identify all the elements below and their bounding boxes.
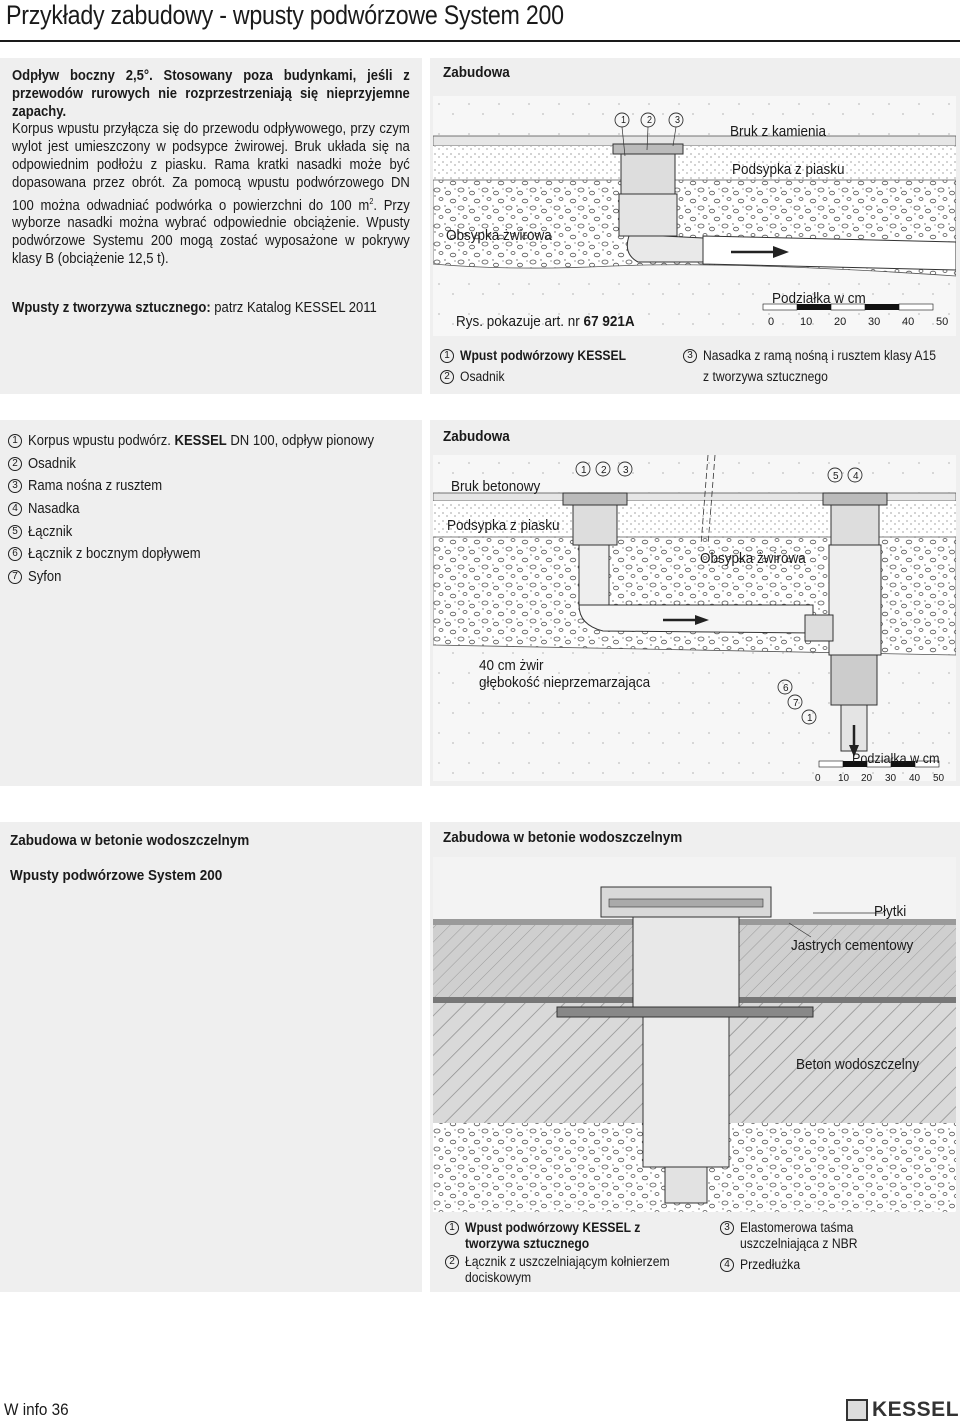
kessel-logo — [846, 1398, 959, 1422]
parts-legend-row — [8, 543, 412, 566]
num-badge: 7 — [8, 570, 22, 584]
fig2-label-sand: Podsypka z piasku — [447, 517, 560, 534]
page-number: W info 36 — [4, 1400, 69, 1419]
fig3-heading: Zabudowa w betonie wodoszczelnym — [443, 829, 683, 846]
fig3-label-screed: Jastrych cementowy — [791, 937, 914, 954]
fig1-drawing — [433, 96, 956, 336]
num-badge: 2 — [8, 457, 22, 471]
parts-legend-row — [8, 475, 412, 498]
fig1-scale-title: Podziałka w cm — [772, 290, 866, 307]
fig2-scale-title: Podziałka w cm — [852, 750, 940, 766]
fig2-callout-6: 6 — [783, 683, 789, 694]
parts-legend-text — [28, 433, 374, 449]
fig2-heading: Zabudowa — [443, 428, 510, 445]
fig2-scale-tick-0: 0 — [815, 773, 821, 784]
parts-legend-row — [8, 498, 412, 521]
fig3-legend-4-text: Przedłużka — [740, 1257, 801, 1272]
fig2-scale-tick-2: 20 — [861, 773, 873, 784]
fig2-label-paving: Bruk betonowy — [451, 478, 541, 495]
num-badge: 4 — [8, 502, 22, 516]
fig1-scale-tick-5: 50 — [936, 316, 949, 328]
fig2-callout-2: 2 — [601, 465, 607, 476]
fig3-legend-1-text: Wpust podwórzowy KESSEL z tworzywa sztucznego — [465, 1220, 641, 1251]
fig3-label-tiles: Płytki — [874, 903, 907, 920]
parts-legend-text: Łącznik z bocznym dopływem — [28, 546, 201, 563]
parts-legend-row — [8, 430, 412, 453]
fig2-callout-3: 3 — [623, 465, 629, 476]
fig1-legend-1-text: Wpust podwórzowy KESSEL — [460, 348, 627, 363]
fig1-legend-2 — [440, 369, 510, 385]
fig1-caption-prefix: Rys. pokazuje art. nr — [456, 313, 584, 330]
parts-legend-row — [8, 453, 412, 476]
fig1-heading: Zabudowa — [443, 64, 510, 81]
fig3-legend-1 — [445, 1220, 715, 1252]
fig1-callout-2: 2 — [647, 115, 653, 126]
part-text: Korpus wpustu podwórz. — [28, 433, 175, 450]
parts-legend-text: Nasadka — [28, 501, 80, 518]
num-badge: 2 — [445, 1255, 459, 1269]
fig1-legend-1 — [440, 348, 645, 364]
fig1-scale-tick-4: 40 — [902, 316, 915, 328]
parts-legend-text: Syfon — [28, 568, 62, 585]
fig2-scale-tick-4: 40 — [909, 773, 921, 784]
fig1-scale-tick-3: 30 — [868, 316, 881, 328]
concrete-heading-2: Wpusty podwórzowe System 200 — [10, 867, 223, 884]
fig1-scale-tick-0: 0 — [768, 316, 775, 328]
num-badge: 1 — [445, 1221, 459, 1235]
fig2-drawing — [433, 455, 956, 781]
num-badge: 3 — [720, 1221, 734, 1235]
fig3-legend-4 — [720, 1257, 956, 1273]
parts-legend-row — [8, 520, 412, 543]
title-rule — [0, 40, 960, 42]
parts-legend — [8, 430, 412, 588]
fig3-legend-2-text: Łącznik z uszczelniającym kołnierzem dociskowym — [465, 1254, 670, 1285]
plastic-label: Wpusty z tworzywa sztucznego: — [12, 300, 211, 316]
fig2-scale-tick-1: 10 — [838, 773, 850, 784]
fig3-legend-3-text: Elastomerowa taśma uszczelniająca z NBR — [740, 1220, 858, 1251]
intro-body-2: . Przy wyborze nasadki można wybrać odpowiednie obciążenie. Wpusty podwórzowe Systemu 200 mogą zostać wyposażone w pokrywy klasy B (obciążenie 12,5 t). — [12, 197, 410, 267]
intro-bold-lead: Odpływ boczny 2,5°. Stosowany poza budynkami, jeśli z przewodów rurowych nie rozprzestrzeniają się nieprzyjemne zapachy. — [12, 68, 410, 120]
fig1-callout-3: 3 — [675, 115, 681, 126]
plastic-text: patrz Katalog KESSEL 2011 — [210, 300, 377, 316]
fig1-scale-tick-1: 10 — [800, 316, 813, 328]
fig1-label-paving: Bruk z kamienia — [730, 123, 827, 140]
plastic-paragraph — [12, 300, 410, 318]
concrete-heading-1: Zabudowa w betonie wodoszczelnym — [10, 832, 250, 849]
fig2-label-frost-1: 40 cm żwir — [479, 657, 544, 674]
parts-legend-row — [8, 566, 412, 589]
fig3-legend-2 — [445, 1254, 715, 1286]
fig1-caption-article: 67 921A — [583, 313, 635, 330]
logo-text: KESSEL — [872, 1398, 960, 1421]
page-title: Przykłady zabudowy - wpusty podwórzowe System 200 — [6, 0, 564, 30]
fig2-label-frost-2: głębokość nieprzemarzająca — [479, 674, 651, 691]
part-brand: KESSEL — [174, 433, 227, 450]
fig1-legend-2-text: Osadnik — [460, 369, 505, 384]
num-badge: 3 — [683, 349, 697, 363]
fig2-callout-5: 5 — [833, 471, 839, 482]
fig2-callout-4: 4 — [853, 471, 859, 482]
fig2-label-gravel: Obsypka żwirowa — [700, 550, 806, 567]
num-badge: 5 — [8, 525, 22, 539]
fig2-callout-1: 1 — [581, 465, 587, 476]
num-badge: 3 — [8, 479, 22, 493]
num-badge: 6 — [8, 547, 22, 561]
fig1-callout-1: 1 — [621, 115, 627, 126]
intro-sup: 2 — [369, 196, 374, 206]
fig2-callout-7: 7 — [793, 698, 799, 709]
fig2-scale-tick-5: 50 — [933, 773, 945, 784]
part-tail: DN 100, odpływ pionowy — [226, 433, 375, 450]
fig3-legend-3 — [720, 1220, 956, 1252]
parts-legend-text: Osadnik — [28, 455, 76, 472]
num-badge: 1 — [8, 434, 22, 448]
concrete-text-panel — [0, 822, 422, 1292]
fig1-legend-3-text: Nasadka z ramą nośną i rusztem klasy A15 z tworzywa sztucznego — [703, 348, 936, 384]
num-badge: 1 — [440, 349, 454, 363]
parts-legend-text: Łącznik — [28, 523, 73, 540]
intro-body-1: Korpus wpustu przyłącza się do przewodu odpływowego, przy czym wylot jest umieszczony w podsypce żwirowej. Bruk układa się na odpowiednim podłożu z piasku. Rama kratki nasadki może być dopasowana przez obrót. Za pomocą wpustu podwórzowego DN 100 można odwadniać podwórka o powierzchni do 100 m — [12, 121, 410, 214]
intro-paragraph — [12, 68, 410, 269]
fig2-scale-tick-3: 30 — [885, 773, 897, 784]
fig1-label-sand: Podsypka z piasku — [732, 161, 845, 178]
parts-legend-text: Rama nośna z rusztem — [28, 478, 163, 495]
logo-mark-icon — [846, 1399, 868, 1421]
num-badge: 2 — [440, 370, 454, 384]
fig1-caption — [456, 313, 635, 331]
fig1-legend-3 — [683, 348, 960, 387]
num-badge: 4 — [720, 1258, 734, 1272]
fig3-label-concrete: Beton wodoszczelny — [796, 1056, 920, 1073]
fig1-label-gravel: Obsypka żwirowa — [446, 227, 552, 244]
fig1-scale-tick-2: 20 — [834, 316, 847, 328]
fig2-callout-1b: 1 — [807, 713, 813, 724]
